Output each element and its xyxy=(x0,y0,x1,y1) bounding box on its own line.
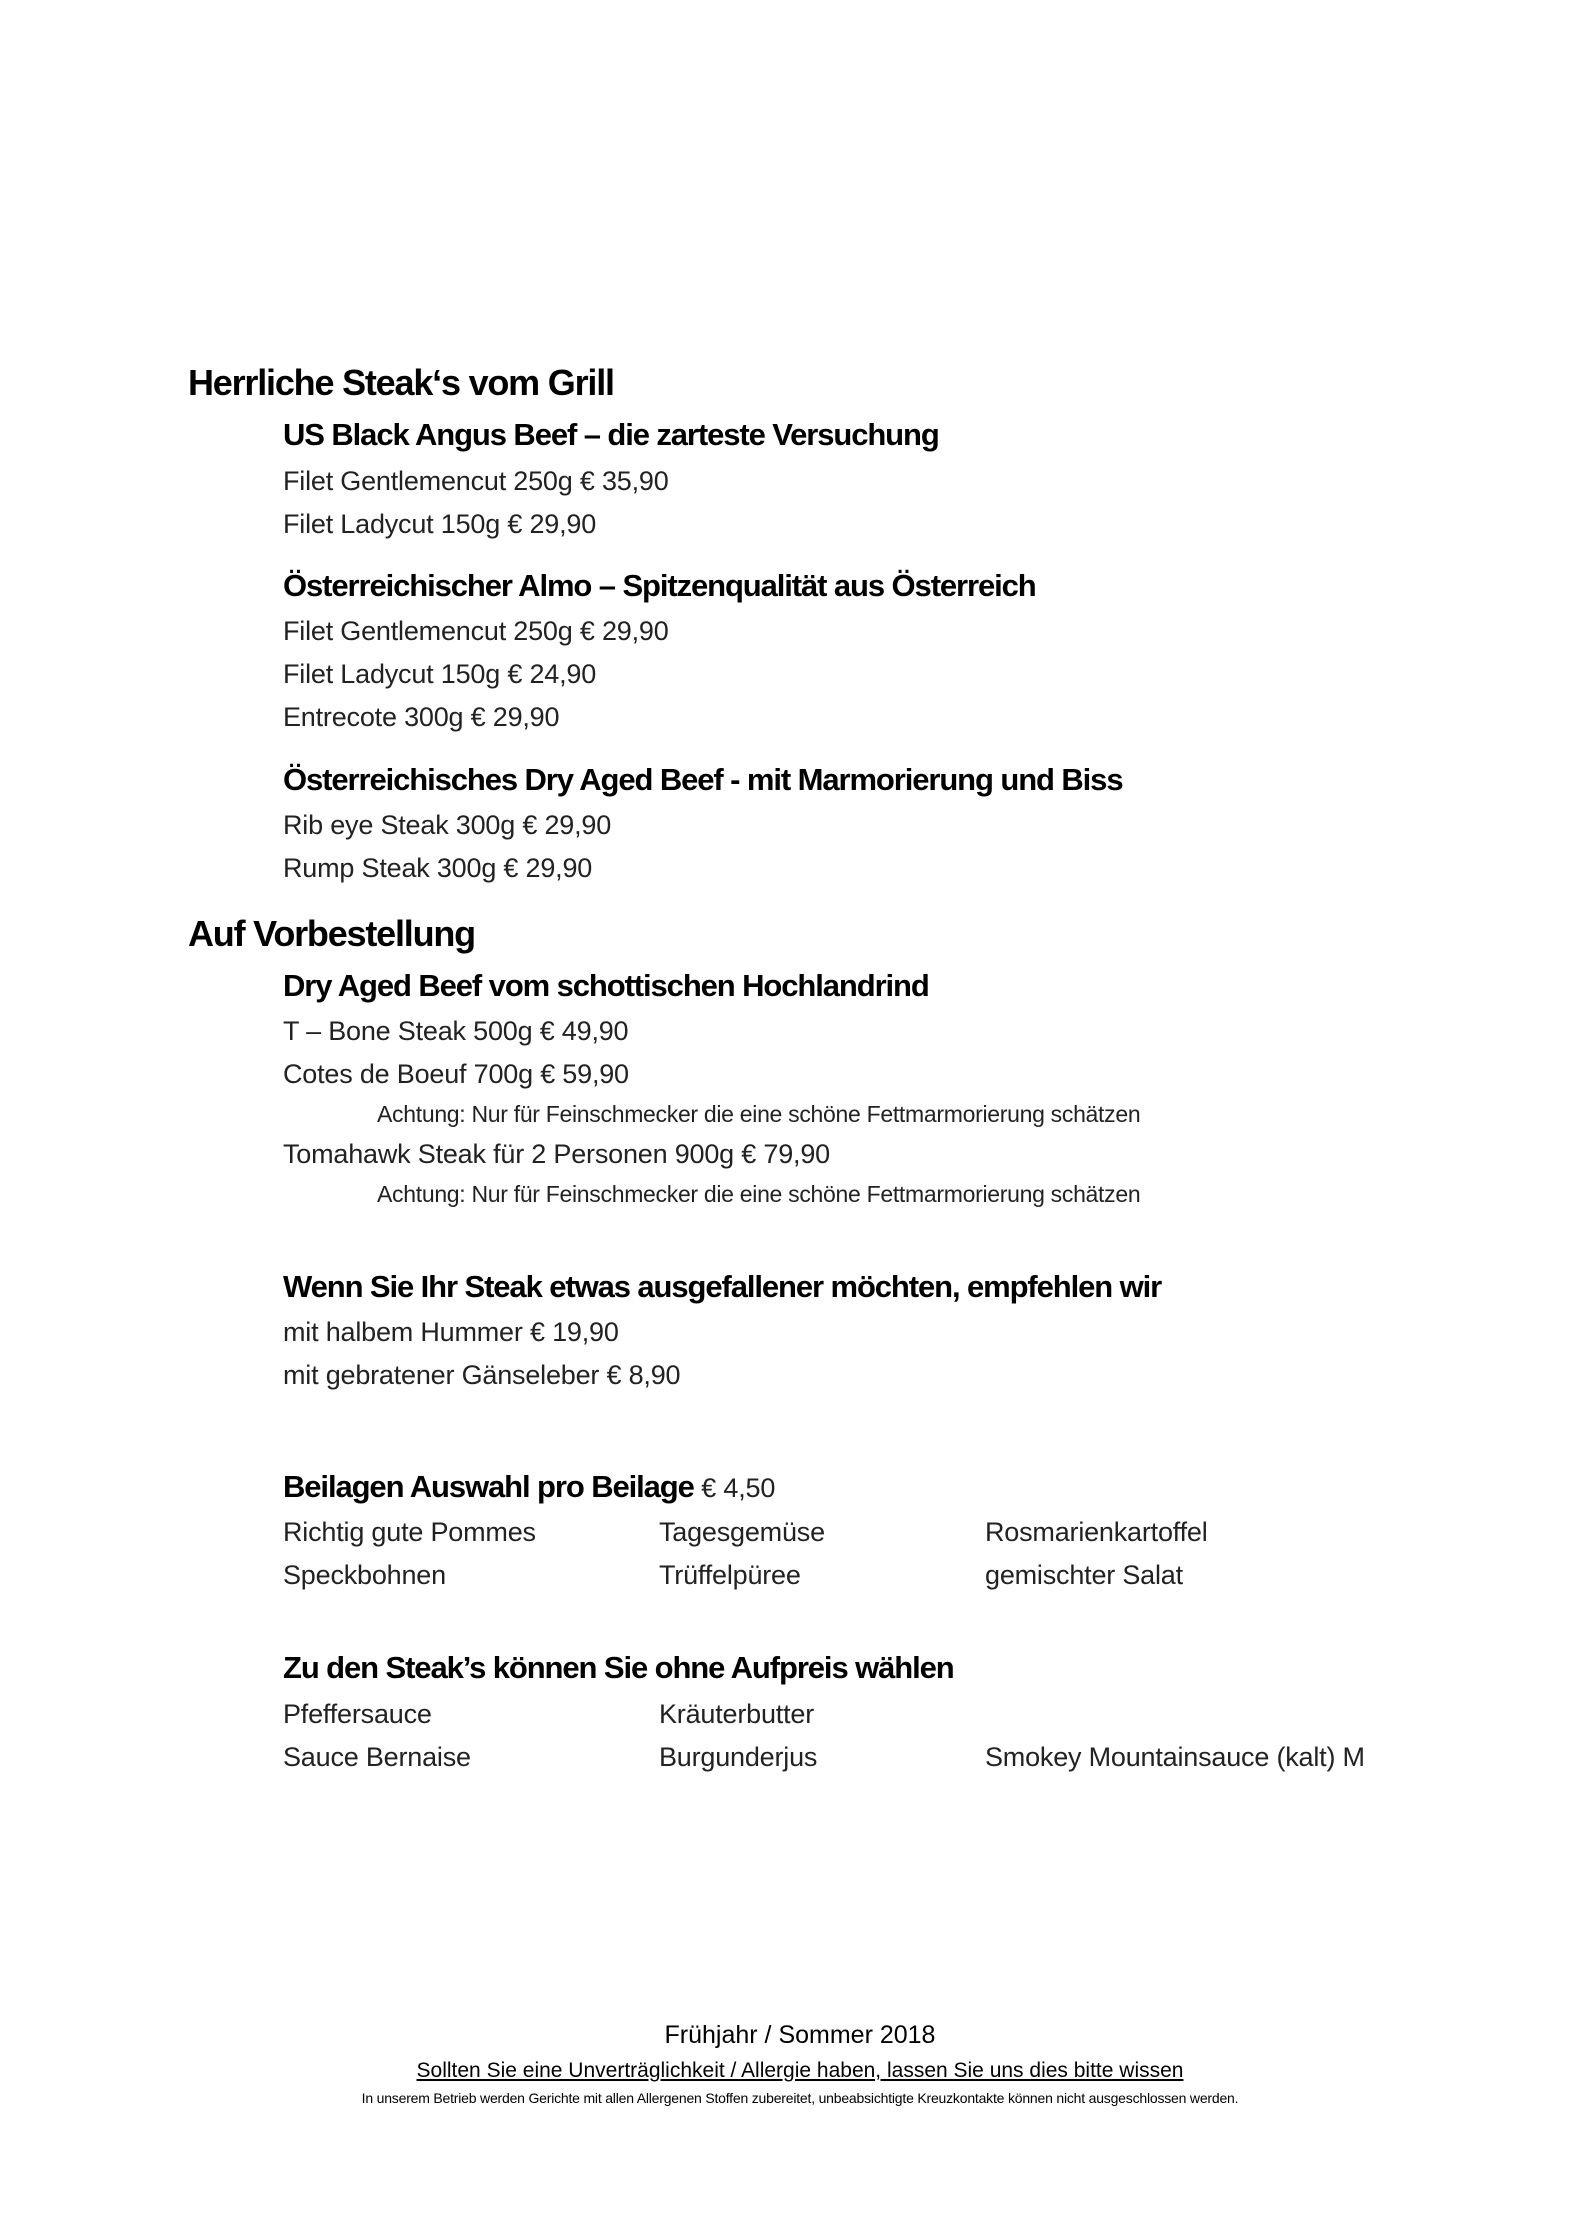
sides-price: € 4,50 xyxy=(701,1473,776,1503)
season-label: Frühjahr / Sommer 2018 xyxy=(664,2021,936,2049)
allergen-disclaimer: In unserem Betrieb werden Gerichte mit allen Allergenen Stoffen zubereitet, unbeabsichtigte Kreuzkontakte können nicht ausgeschlossen werden. xyxy=(361,2090,1239,2106)
side-item: Speckbohnen xyxy=(283,1560,446,1590)
section-title-preorder: Auf Vorbestellung xyxy=(188,913,475,954)
subsection-title-almo: Österreichischer Almo – Spitzenqualität aus Österreich xyxy=(283,568,1036,603)
side-item: Rosmarienkartoffel xyxy=(985,1517,1208,1547)
section-title-sides xyxy=(283,1471,775,1502)
menu-item-note: Achtung: Nur für Feinschmecker die eine schöne Fettmarmorierung schätzen xyxy=(377,1181,1141,1207)
subsection-title-us-angus: US Black Angus Beef – die zarteste Versuchung xyxy=(283,417,939,452)
menu-item: Filet Ladycut 150g € 29,90 xyxy=(283,509,597,539)
sides-title-text: Beilagen Auswahl pro Beilage xyxy=(283,1469,694,1504)
subsection-title-highland: Dry Aged Beef vom schottischen Hochlandrind xyxy=(283,968,929,1003)
menu-item: Filet Gentlemencut 250g € 35,90 xyxy=(283,466,669,496)
menu-item: T – Bone Steak 500g € 49,90 xyxy=(283,1016,629,1046)
sauce-item: Kräuterbutter xyxy=(659,1699,814,1729)
sauce-item: Burgunderjus xyxy=(659,1742,818,1772)
menu-item: Filet Ladycut 150g € 24,90 xyxy=(283,659,597,689)
section-title-extras: Wenn Sie Ihr Steak etwas ausgefallener möchten, empfehlen wir xyxy=(283,1269,1162,1304)
sauce-item: Smokey Mountainsauce (kalt) M xyxy=(985,1742,1365,1772)
menu-item: Rump Steak 300g € 29,90 xyxy=(283,853,593,883)
side-item: Tagesgemüse xyxy=(659,1517,825,1547)
menu-item: Cotes de Boeuf 700g € 59,90 xyxy=(283,1059,629,1089)
menu-item-note: Achtung: Nur für Feinschmecker die eine schöne Fettmarmorierung schätzen xyxy=(377,1101,1141,1127)
sauce-item: Sauce Bernaise xyxy=(283,1742,471,1772)
side-item: gemischter Salat xyxy=(985,1560,1183,1590)
allergy-notice xyxy=(0,2060,1571,2081)
side-item: Trüffelpüree xyxy=(659,1560,801,1590)
menu-item: Rib eye Steak 300g € 29,90 xyxy=(283,810,612,840)
section-title-sauces: Zu den Steak’s können Sie ohne Aufpreis wählen xyxy=(283,1650,954,1685)
menu-item: mit gebratener Gänseleber € 8,90 xyxy=(283,1360,681,1390)
allergy-notice-text: Sollten Sie eine Unverträglichkeit / Allergie haben, lassen Sie uns dies bitte wissen xyxy=(416,2059,1184,2082)
subsection-title-dry-aged: Österreichisches Dry Aged Beef - mit Marmorierung und Biss xyxy=(283,762,1123,797)
menu-item: Entrecote 300g € 29,90 xyxy=(283,702,560,732)
section-title-grill: Herrliche Steak‘s vom Grill xyxy=(188,362,614,403)
menu-item: Tomahawk Steak für 2 Personen 900g € 79,90 xyxy=(283,1139,830,1169)
sauce-item: Pfeffersauce xyxy=(283,1699,432,1729)
menu-item: Filet Gentlemencut 250g € 29,90 xyxy=(283,616,669,646)
side-item: Richtig gute Pommes xyxy=(283,1517,536,1547)
menu-item: mit halbem Hummer € 19,90 xyxy=(283,1317,619,1347)
